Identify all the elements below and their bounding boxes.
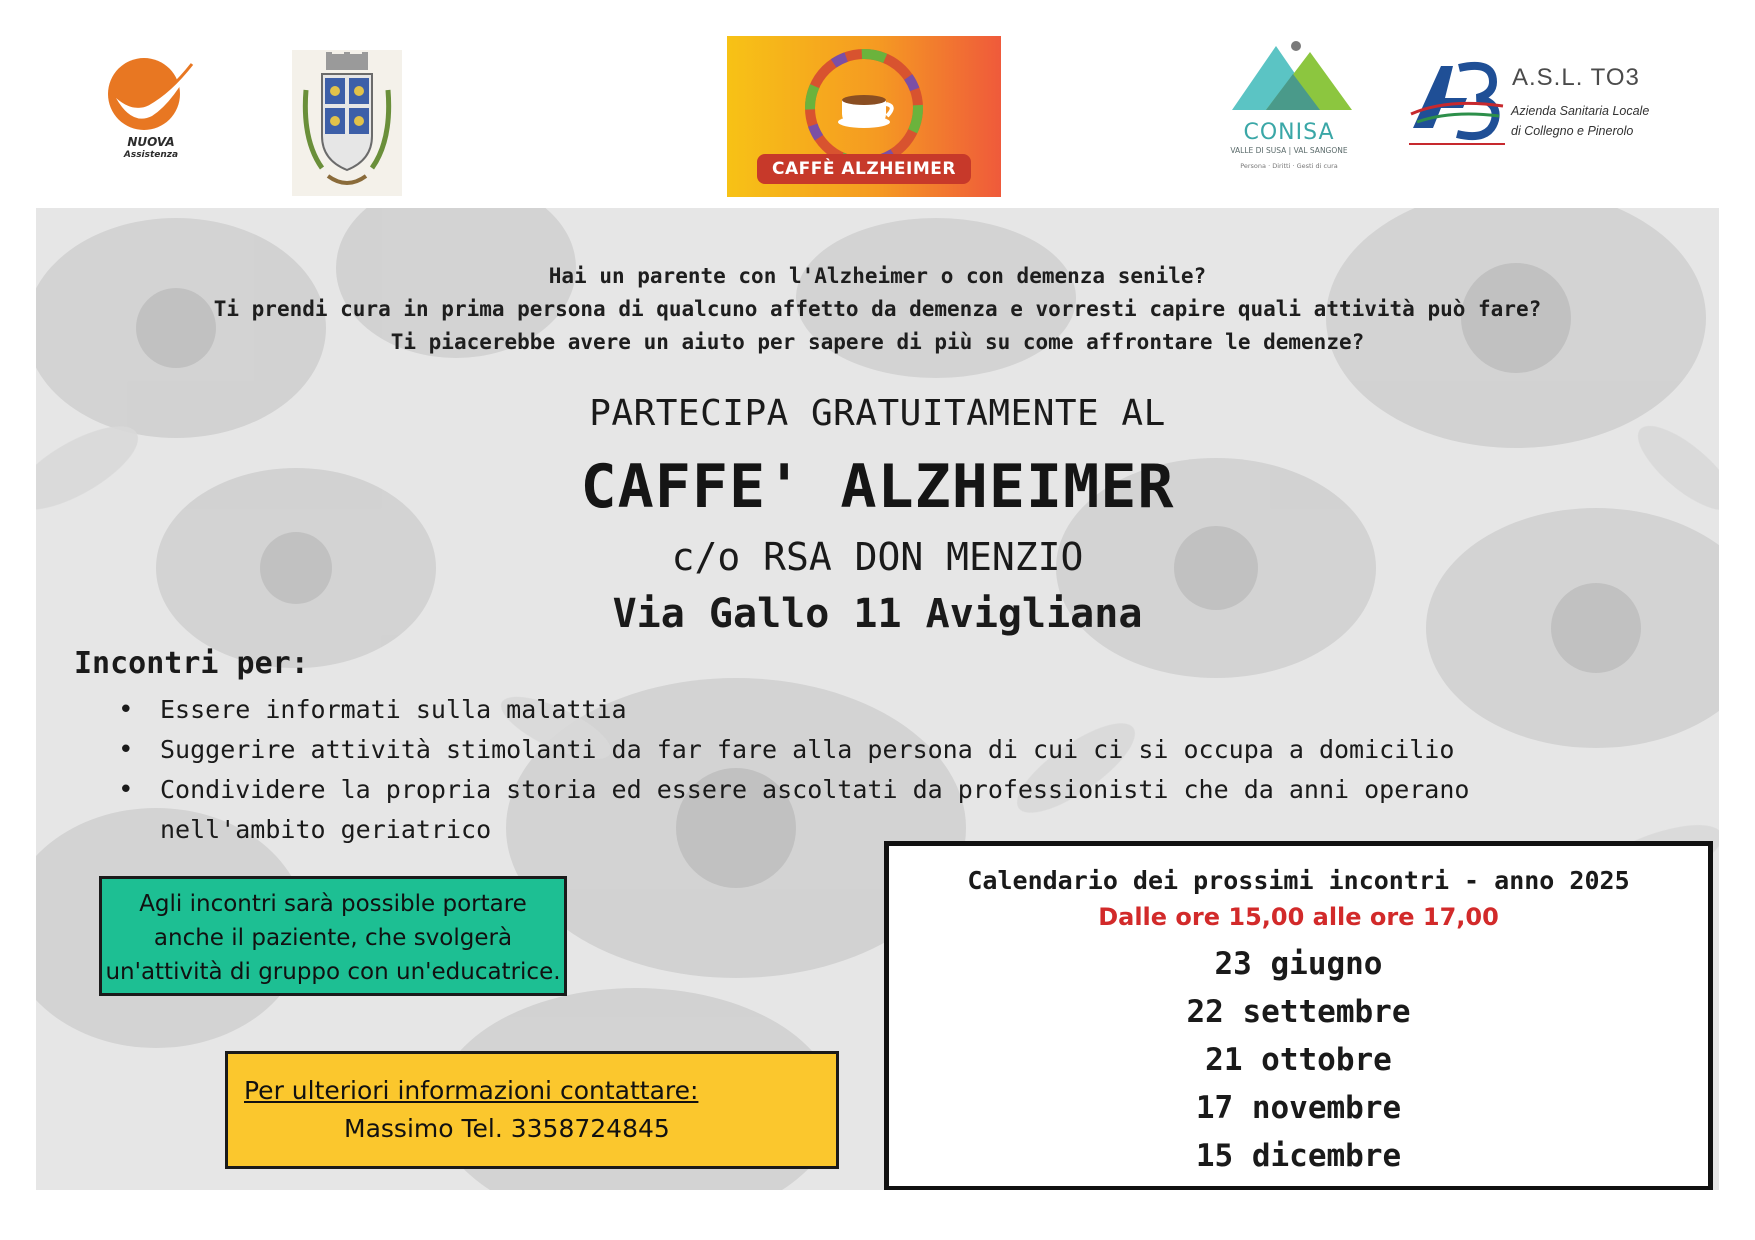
conisa-logo-subtitle: VALLE DI SUSA | VAL SANGONE (1230, 146, 1348, 155)
asl-to3-emblem-icon (1407, 58, 1507, 150)
contact-label: Per ulteriori informazioni contattare: (244, 1076, 699, 1105)
conisa-logo-name: CONISA (1243, 120, 1335, 145)
calendar-date: 15 dicembre (1195, 1138, 1402, 1174)
nuova-logo-line1: NUOVA (127, 135, 175, 149)
conisa-logo (1224, 38, 1354, 173)
asl-to3-logo (1407, 58, 1669, 150)
caffe-alzheimer-logo-label: CAFFÈ ALZHEIMER (757, 154, 971, 184)
nuova-assistenza-logo (92, 54, 202, 174)
calendar-date: 21 ottobre (1205, 1042, 1392, 1078)
address: Via Gallo 11 Avigliana (612, 591, 1143, 637)
intro-question-3: Ti piacerebbe avere un aiuto per sapere di più su come affrontare le demenze? (390, 330, 1365, 354)
intro-question-2: Ti prendi cura in prima persona di qualcuno affetto da demenza e vorresti capire quali attività può fare? (213, 297, 1542, 321)
intro-questions (36, 260, 1719, 359)
incontri-list (110, 690, 1530, 850)
page-title: CAFFE' ALZHEIMER (580, 452, 1175, 522)
list-item: • Essere informati sulla malattia (110, 690, 1530, 730)
calendar-date: 22 settembre (1186, 994, 1411, 1030)
asl-logo-line2: di Collegno e Pinerolo (1511, 124, 1634, 138)
calendar-title: Calendario dei prossimi incontri - anno 2025 (967, 866, 1630, 895)
calendar-dates (889, 940, 1708, 1180)
patient-note-box: Agli incontri sarà possible portare anche il paziente, che svolgerà un'attività di gruppo con un'educatrice. (99, 876, 567, 996)
asl-logo-line1: Azienda Sanitaria Locale (1511, 104, 1650, 118)
asl-logo-title: A.S.L. TO3 (1512, 64, 1640, 91)
contact-box (225, 1051, 839, 1169)
calendar-date: 23 giugno (1214, 946, 1383, 982)
conisa-logo-tagline: Persona · Diritti · Gesti di cura (1240, 162, 1338, 170)
coat-of-arms-logo (292, 50, 402, 196)
intro-question-1: Hai un parente con l'Alzheimer o con demenza senile? (548, 264, 1207, 288)
caffe-alzheimer-logo (727, 36, 1001, 197)
nuova-logo-line2: Assistenza (123, 150, 179, 160)
calendar-box (884, 841, 1713, 1190)
calendar-time: Dalle ore 15,00 alle ore 17,00 (1098, 903, 1499, 931)
contact-phone: Massimo Tel. 3358724845 (344, 1114, 670, 1143)
checkmark-swoosh-icon (92, 54, 202, 134)
coat-of-arms-icon (292, 50, 402, 196)
venue: c/o RSA DON MENZIO (671, 535, 1084, 579)
list-item: • Suggerire attività stimolanti da far fare alla persona di cui ci si occupa a domicilio (110, 730, 1530, 770)
headline: PARTECIPA GRATUITAMENTE AL (589, 393, 1166, 434)
calendar-date: 17 novembre (1195, 1090, 1402, 1126)
incontri-heading: Incontri per: (74, 646, 309, 681)
conisa-mountains-icon (1224, 38, 1354, 118)
flyer-panel (36, 208, 1719, 1190)
list-item: • Condividere la propria storia ed essere ascoltati da professionisti che da anni operano nell'ambito geriatrico (110, 770, 1530, 850)
